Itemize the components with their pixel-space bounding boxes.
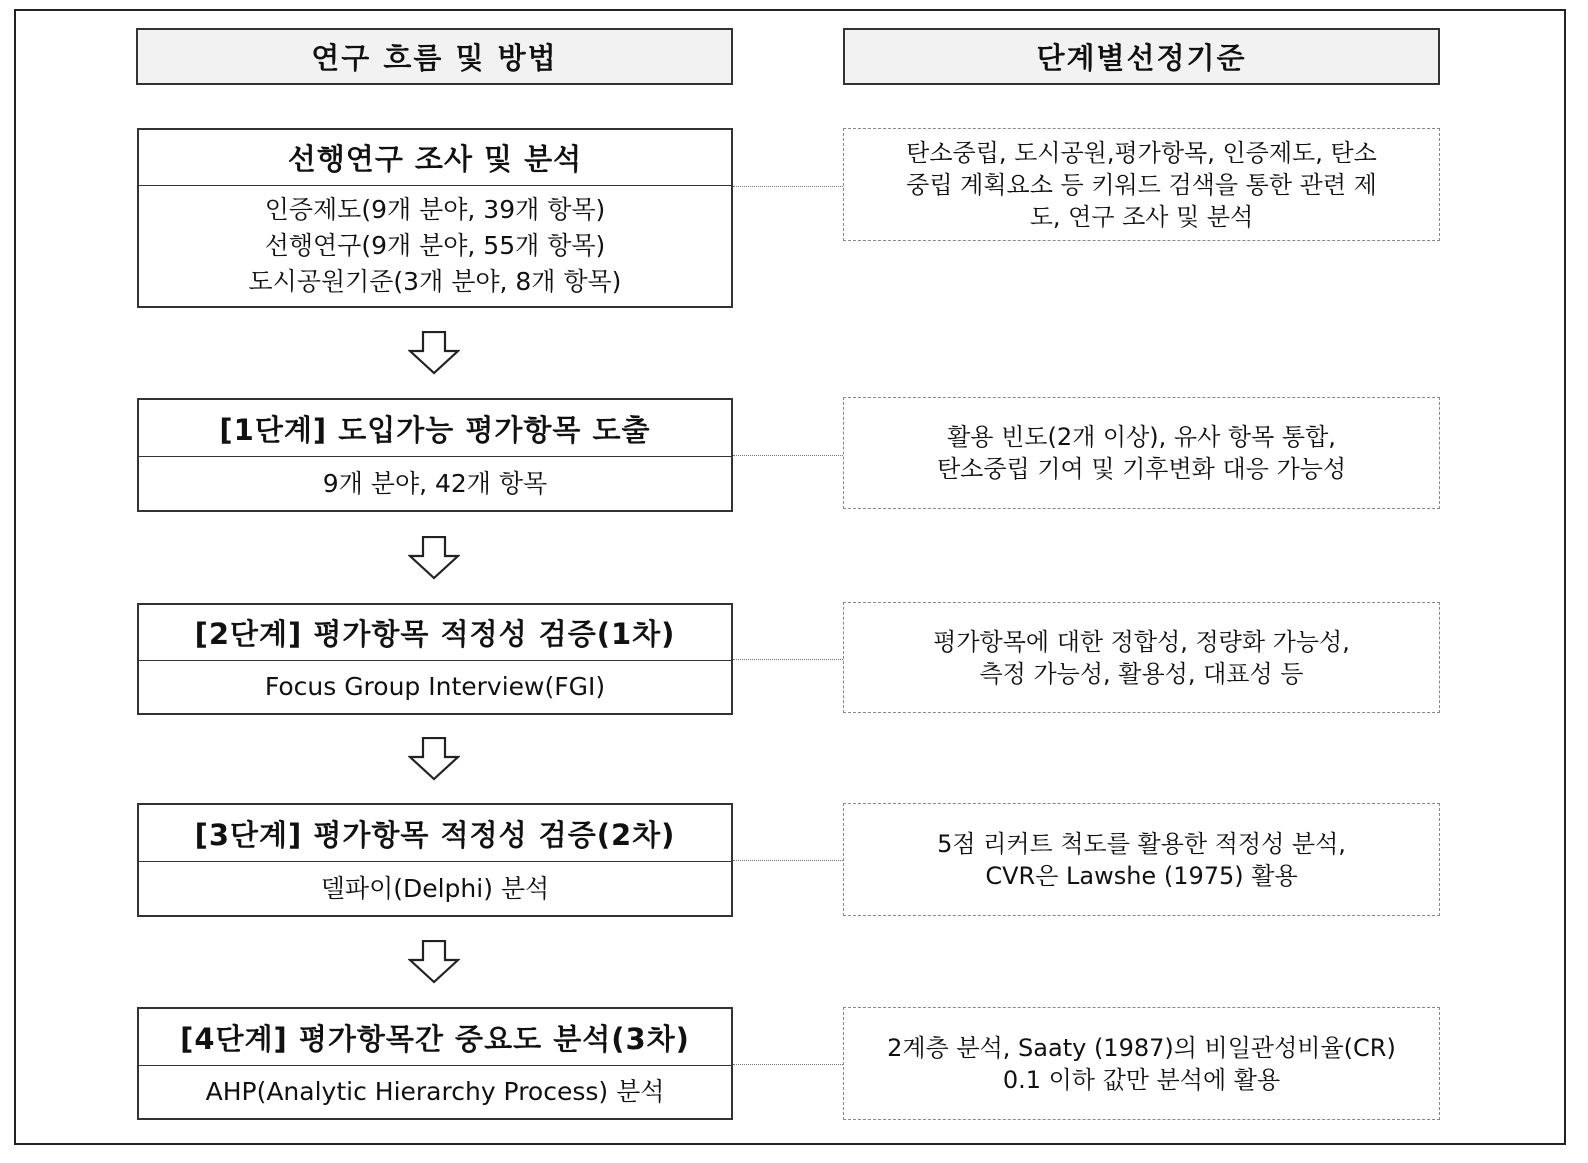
- step-detail-line: AHP(Analytic Hierarchy Process) 분석: [205, 1077, 665, 1106]
- step-title: [2단계] 평가항목 적정성 검증(1차): [139, 605, 731, 661]
- step-title: [3단계] 평가항목 적정성 검증(2차): [139, 805, 731, 862]
- step-title: [1단계] 도입가능 평가항목 도출: [139, 400, 731, 457]
- step-details: [139, 1066, 731, 1118]
- criteria-line: 활용 빈도(2개 이상), 유사 항목 통합,: [947, 423, 1336, 451]
- step-detail-line: 9개 분야, 42개 항목: [322, 468, 548, 498]
- step-box-stage-1: [137, 398, 733, 512]
- down-arrow-icon: [408, 737, 460, 781]
- connector-line: [733, 186, 843, 187]
- criteria-line: 중립 계획요소 등 키워드 검색을 통한 관련 제: [906, 170, 1377, 199]
- criteria-line: 0.1 이하 값만 분석에 활용: [1002, 1065, 1281, 1094]
- step-details: [139, 661, 731, 713]
- connector-line: [733, 1064, 843, 1065]
- connector-line: [733, 455, 843, 456]
- step-box-stage-2: [137, 603, 733, 715]
- step-detail-line: 델파이(Delphi) 분석: [320, 873, 550, 903]
- criteria-line: 탄소중립, 도시공원,평가항목, 인증제도, 탄소: [906, 138, 1377, 167]
- step-details: [139, 186, 731, 306]
- criteria-box-literature-review: [843, 128, 1440, 241]
- down-arrow-icon: [408, 940, 460, 984]
- step-box-stage-4: [137, 1007, 733, 1120]
- step-detail-line: Focus Group Interview(FGI): [264, 672, 606, 701]
- down-arrow-icon: [408, 331, 460, 375]
- criteria-box-stage-4: [843, 1007, 1440, 1120]
- header-selection-criteria: 단계별선정기준: [843, 28, 1440, 85]
- step-box-stage-3: [137, 803, 733, 917]
- criteria-box-stage-2: [843, 602, 1440, 713]
- criteria-line: CVR은 Lawshe (1975) 활용: [985, 861, 1298, 890]
- criteria-line: 평가항목에 대한 정합성, 정량화 가능성,: [933, 627, 1350, 656]
- criteria-line: 탄소중립 기여 및 기후변화 대응 가능성: [936, 455, 1347, 483]
- step-detail-line: 인증제도(9개 분야, 39개 항목): [264, 195, 606, 224]
- step-detail-line: 선행연구(9개 분야, 55개 항목): [264, 231, 606, 260]
- step-title: [4단계] 평가항목간 중요도 분석(3차): [139, 1009, 731, 1066]
- connector-line: [733, 860, 843, 861]
- step-details: [139, 862, 731, 915]
- criteria-line: 측정 가능성, 활용성, 대표성 등: [979, 659, 1304, 688]
- criteria-line: 도, 연구 조사 및 분석: [1029, 202, 1254, 231]
- header-research-flow: 연구 흐름 및 방법: [136, 28, 733, 85]
- criteria-box-stage-3: [843, 803, 1440, 916]
- criteria-line: 2계층 분석, Saaty (1987)의 비일관성비율(CR): [887, 1033, 1396, 1062]
- step-title: 선행연구 조사 및 분석: [139, 130, 731, 186]
- criteria-line: 5점 리커트 척도를 활용한 적정성 분석,: [937, 829, 1346, 858]
- step-detail-line: 도시공원기준(3개 분야, 8개 항목): [248, 267, 622, 296]
- connector-line: [733, 659, 843, 660]
- down-arrow-icon: [408, 536, 460, 580]
- step-box-literature-review: [137, 128, 733, 308]
- step-details: [139, 457, 731, 510]
- criteria-box-stage-1: [843, 397, 1440, 509]
